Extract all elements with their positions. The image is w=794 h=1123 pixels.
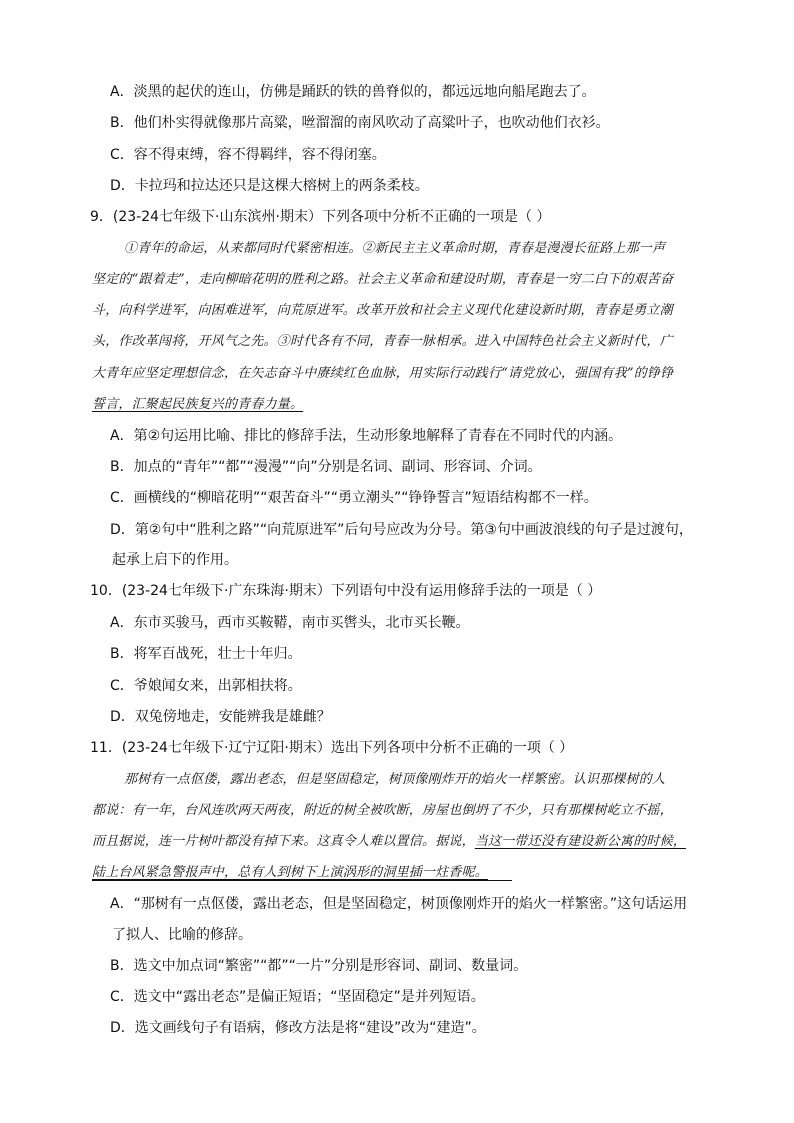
q11-passage-text: 而且据说，连一片树叶都没有掉下来。这真令人难以置信。据说， bbox=[92, 834, 475, 849]
q8-option-c: C．容不得束缚，容不得羁绊，容不得闭塞。 bbox=[110, 147, 386, 163]
q9-stem: 9．(23-24七年级下·山东滨州·期末）下列各项中分析不正确的一项是（ ） bbox=[90, 209, 551, 225]
q10-stem: 10．(23-24七年级下·广东珠海·期末）下列语句中没有运用修辞手法的一项是（ ） bbox=[90, 583, 602, 599]
q8-option-b: B．他们朴实得就像那片高粱，咝溜溜的南风吹动了高粱叶子，也吹动他们衣衫。 bbox=[110, 115, 610, 131]
q8-option-a: A．淡黑的起伏的连山，仿佛是踊跃的铁的兽脊似的，都远远地向船尾跑去了。 bbox=[110, 84, 596, 100]
q11-option-b: B．选文中加点词“繁密”“都”“一片”分别是形容词、副词、数量词。 bbox=[110, 958, 528, 974]
q10-option-a: A．东市买骏马，西市买鞍鞯，南市买辔头，北市买长鞭。 bbox=[110, 615, 470, 631]
q9-option-d-continued: 起承上启下的作用。 bbox=[112, 552, 238, 568]
q9-passage-line: ①青年的命运，从来都同时代紧密相连。②新民主主义革命时期，青春是漫漫长征路上那一声 bbox=[124, 241, 666, 256]
q9-option-a: A．第②句运用比喻、排比的修辞手法，生动形象地解释了青春在不同时代的内涵。 bbox=[110, 428, 623, 444]
q11-stem: 11．(23-24七年级下·辽宁辽阳·期末）选出下列各项中分析不正确的一项（ ） bbox=[90, 740, 574, 756]
q9-passage-line: 斗，向科学进军，向困难进军，向荒原进军。改革开放和社会主义现代化建设新时期，青春是勇立潮 bbox=[92, 303, 673, 318]
q9-passage-line: 大青年应坚定理想信念，在矢志奋斗中赓续红色血脉，用实际行动践行“请党放心，强国有我”的铮铮 bbox=[92, 366, 674, 381]
q9-option-d: D．第②句中“胜利之路”“向荒原进军”后句号应改为分号。第③句中画波浪线的句子是过渡句， bbox=[110, 522, 693, 538]
q10-option-b: B．将军百战死，壮士十年归。 bbox=[110, 646, 302, 662]
q9-passage-line: 誓言，汇聚起民族复兴的青春力量。 bbox=[92, 397, 304, 412]
q10-option-d: D．双兔傍地走，安能辨我是雄雌？ bbox=[110, 709, 331, 725]
q11-passage-line: 都说：有一年，台风连吹两天两夜，附近的树全被吹断，房屋也倒坍了不少，只有那棵树屹立不摇， bbox=[92, 803, 673, 818]
q11-passage-line bbox=[92, 832, 686, 852]
q11-option-c: C．选文中“露出老态”是偏正短语；“坚固稳定”是并列短语。 bbox=[110, 989, 485, 1005]
q9-option-b: B．加点的“青年”“都”“漫漫”“向”分别是名词、副词、形容词、介词。 bbox=[110, 459, 542, 475]
q9-option-c: C．画横线的“柳暗花明”“艰苦奋斗”“勇立潮头”“铮铮誓言”短语结构都不一样。 bbox=[110, 490, 598, 506]
q9-passage-line: 坚定的“跟着走”，走向柳暗花明的胜利之路。社会主义革命和建设时期，青春是一穷二白下的艰苦奋 bbox=[92, 272, 674, 287]
q11-underlined-sentence: 当这一带还没有建设新公寓的时候， bbox=[474, 834, 687, 849]
q11-passage-line: 那树有一点伛偻，露出老态，但是坚固稳定，树顶像刚炸开的焰火一样繁密。认识那棵树的人 bbox=[124, 772, 666, 787]
q8-option-d: D．卡拉玛和拉达还只是这棵大榕树上的两条柔枝。 bbox=[110, 178, 429, 194]
passage-underline-rule bbox=[92, 880, 512, 881]
q11-option-a: A．“那树有一点伛偻，露出老态，但是坚固稳定，树顶像刚炸开的焰火一样繁密。”这句话运用 bbox=[110, 896, 688, 912]
q10-option-c: C．爷娘闻女来，出郭相扶将。 bbox=[110, 678, 302, 694]
q11-option-a-continued: 了拟人、比喻的修辞。 bbox=[112, 927, 252, 943]
q9-passage-line: 头，作改革闯将，开风气之先。③时代各有不同，青春一脉相承。进入中国特色社会主义新时代，广 bbox=[92, 334, 673, 349]
q11-underlined-sentence: 陆上台风紧急警报声中，总有人到树下上演涡形的洞里插一炷香呢。 bbox=[92, 865, 489, 880]
q11-option-d: D．选文画线句子有语病，修改方法是将“建设”改为“建造”。 bbox=[110, 1020, 486, 1036]
